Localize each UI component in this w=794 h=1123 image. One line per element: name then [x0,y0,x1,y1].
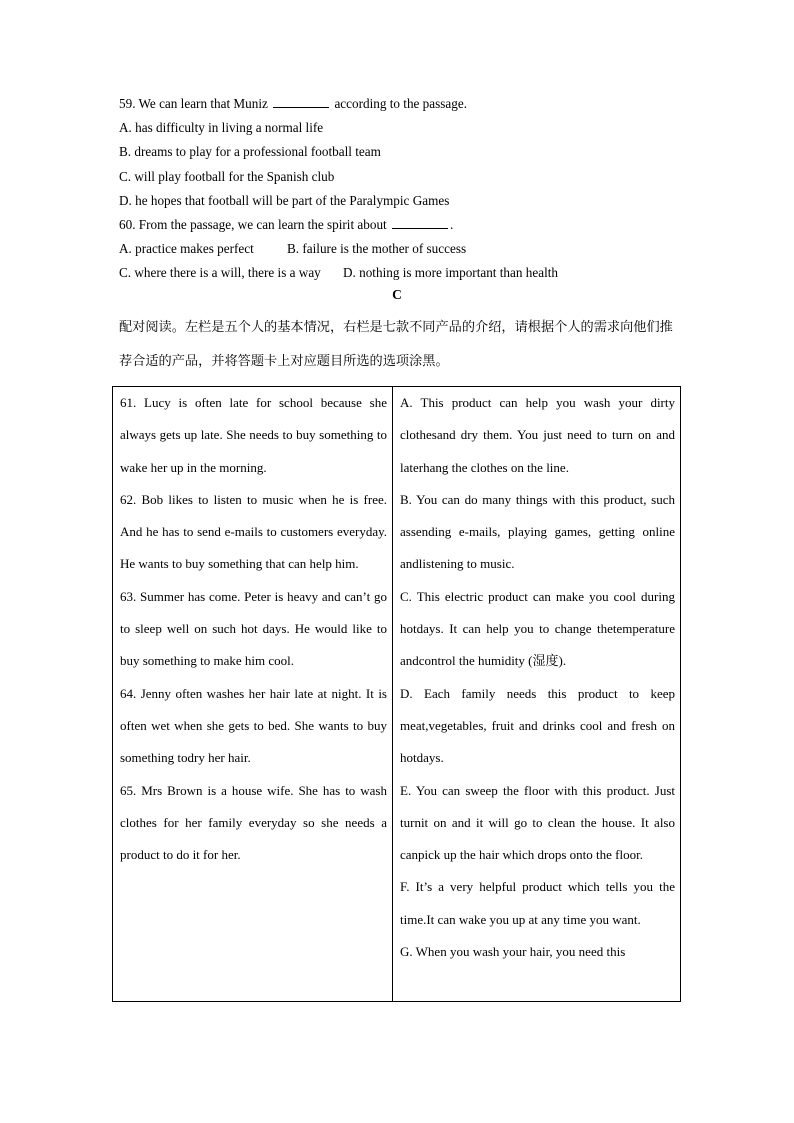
option-59-c: C. will play football for the Spanish club [119,168,335,184]
question-60-stem-after: . [450,217,454,233]
option-60-a: A. practice makes perfect [119,241,254,257]
product-item-d: D. Each family needs this product to keep meat,vegetables, fruit and drinks cool and fresh on hotdays. [400,685,675,766]
answer-blank [392,217,448,229]
question-59-stem [119,92,679,116]
answer-blank [273,96,329,108]
people-column [113,387,393,1001]
products-column [393,387,680,1001]
product-item-c: C. This electric product can make you cool during hotdays. It can help you to change thetemperature andcontrol the humidity (湿度). [400,588,675,669]
section-heading: C [392,287,402,302]
product-item-e: E. You can sweep the floor with this product. Just turnit on and it will go to clean the house. It also canpick up the hair which drops onto the floor. [400,782,675,863]
product-item-a: A. This product can help you wash your dirty clothesand dry them. You just need to turn on and laterhang the clothes on the line. [400,395,675,475]
option-59-b: B. dreams to play for a professional football team [119,144,381,160]
option-59-d: D. he hopes that football will be part of the Paralympic Games [119,192,450,208]
question-59-stem-before: 59. We can learn that Muniz [119,96,268,111]
person-item-65: 65. Mrs Brown is a house wife. She has to wash clothes for her family everyday so she needs a product to do it for her. [120,782,387,863]
option-60-b: B. failure is the mother of success [287,241,467,257]
product-item-b: B. You can do many things with this product, such assending e-mails, playing games, getting online andlistening to music. [400,491,675,572]
matching-table [112,386,681,1002]
option-60-d: D. nothing is more important than health [343,265,558,281]
product-item-f: F. It’s a very helpful product which tells you the time.It can wake you up at any time you want. [400,879,675,927]
options-60-cd [119,261,679,285]
options-60-ab [119,237,679,261]
question-block [119,92,679,286]
product-item-g: G. When you wash your hair, you need this [400,944,626,960]
option-60-c: C. where there is a will, there is a way [119,265,321,281]
person-item-63: 63. Summer has come. Peter is heavy and can’t go to sleep well on such hot days. He would like to buy something to make him cool. [120,588,387,669]
question-60-stem [119,213,679,237]
person-item-61: 61. Lucy is often late for school because she always gets up late. She needs to buy something to wake her up in the morning. [120,395,387,475]
question-59-stem-after: according to the passage. [334,96,467,111]
person-item-62: 62. Bob likes to listen to music when he is free. And he has to send e-mails to customers everyday. He wants to buy something that can help him. [120,491,387,572]
person-item-64: 64. Jenny often washes her hair late at night. It is often wet when she gets to bed. She wants to buy something todry her hair. [120,685,387,766]
question-60-stem-before: 60. From the passage, we can learn the spirit about [119,217,387,233]
option-59-a: A. has difficulty in living a normal life [119,120,324,136]
section-instructions: 配对阅读。左栏是五个人的基本情况，右栏是七款不同产品的介绍，请根据个人的需求向他们推荐合适的产品，并将答题卡上对应题目所选的选项涂黑。 [119,320,673,369]
